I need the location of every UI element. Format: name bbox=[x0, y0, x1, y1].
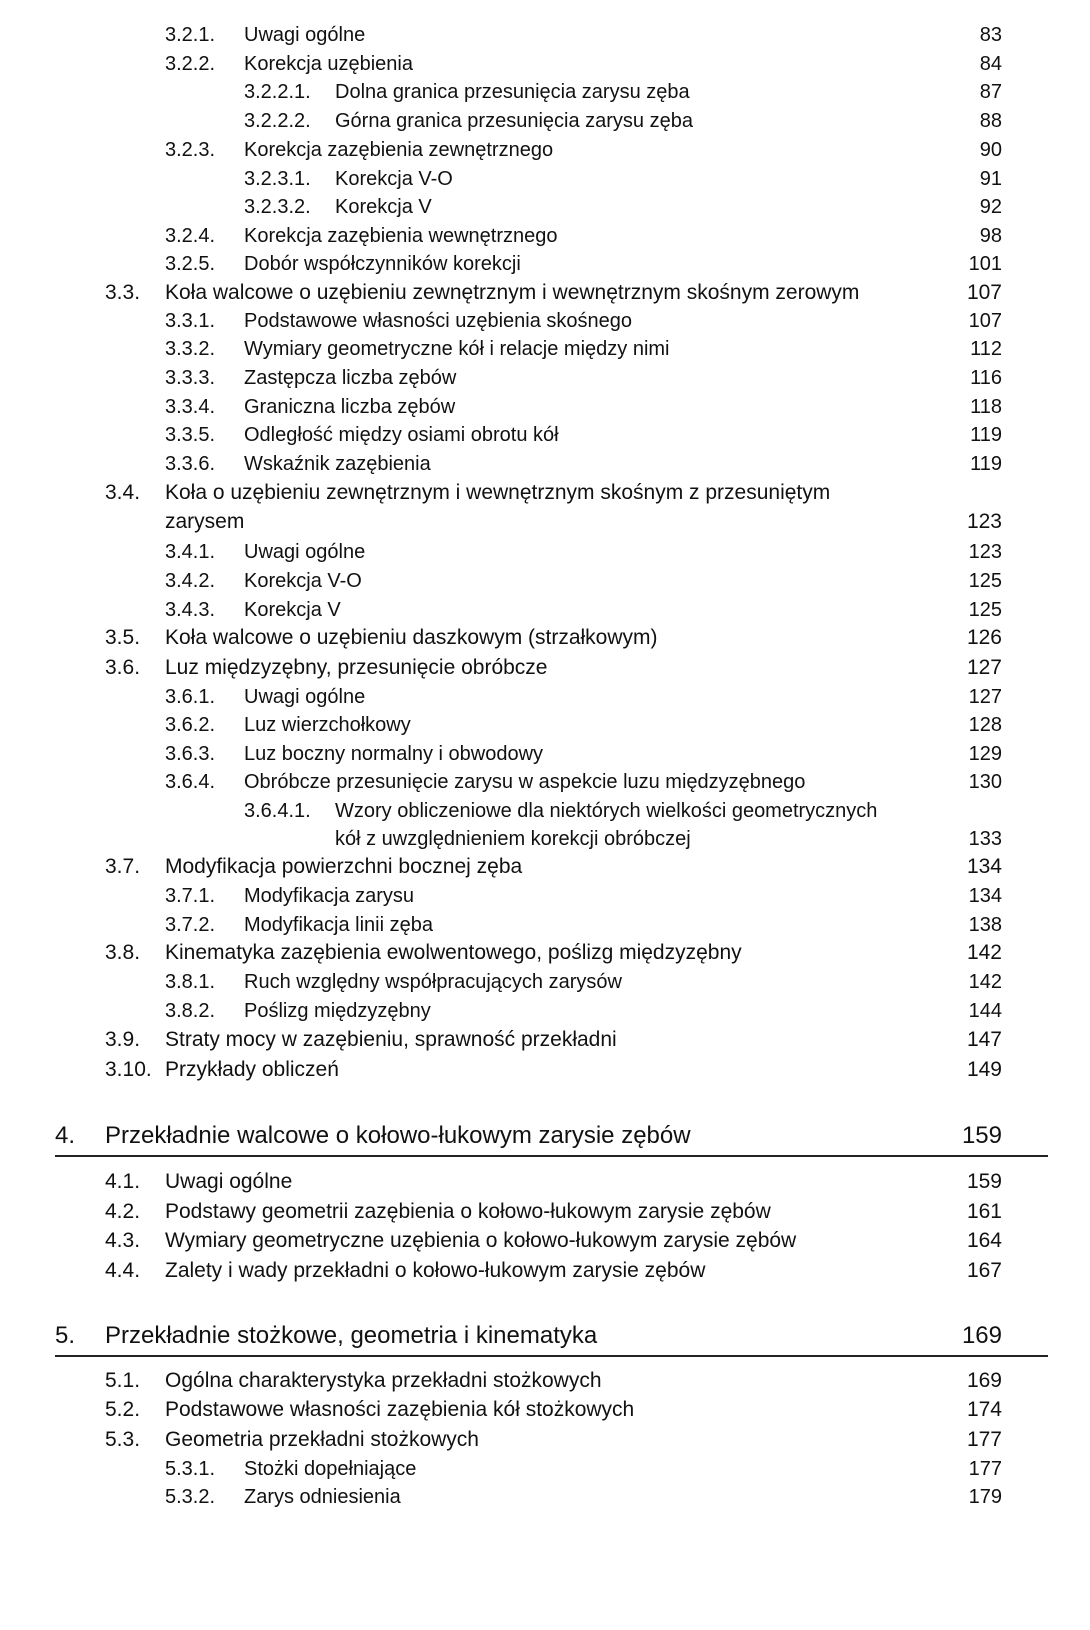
toc-entry-page: 126 bbox=[966, 626, 1002, 649]
toc-entry-page: 84 bbox=[979, 53, 1002, 75]
chapter-title: Przekładnie walcowe o kołowo-łukowym zarysie zębów bbox=[105, 1122, 691, 1149]
toc-entry-number: 3.6.4. bbox=[165, 771, 216, 793]
toc-entry-number: 3.6.1. bbox=[165, 686, 216, 708]
toc-entry-title: Górna granica przesunięcia zarysu zęba bbox=[335, 110, 693, 132]
chapter-number: 5. bbox=[55, 1322, 76, 1349]
toc-entry-page: 91 bbox=[979, 168, 1002, 190]
toc-entry-page: 133 bbox=[968, 828, 1002, 850]
toc-entry-page: 128 bbox=[968, 714, 1002, 736]
toc-entry-page: 127 bbox=[968, 686, 1002, 708]
toc-entry-number: 3.2.3.1. bbox=[244, 168, 311, 190]
toc-entry-title: Modyfikacja zarysu bbox=[244, 885, 415, 907]
toc-entry-title: Luz boczny normalny i obwodowy bbox=[244, 743, 544, 765]
toc-entry-title: Modyfikacja linii zęba bbox=[244, 914, 433, 936]
toc-entry-number: 3.6.3. bbox=[165, 743, 216, 765]
toc-entry-number: 3.6.2. bbox=[165, 714, 216, 736]
toc-entry-page: 125 bbox=[968, 570, 1002, 592]
toc-entry-number: 3.2.3. bbox=[165, 139, 216, 161]
toc-entry-page: 125 bbox=[968, 599, 1002, 621]
toc-entry-number: 3.7. bbox=[105, 855, 141, 878]
toc-entry-page: 101 bbox=[968, 253, 1002, 275]
toc-entry-number: 3.3. bbox=[105, 281, 141, 304]
toc-entry-number: 3.4. bbox=[105, 481, 141, 504]
chapter-page: 159 bbox=[961, 1122, 1002, 1149]
toc-entry-page: 164 bbox=[966, 1229, 1002, 1252]
toc-entry-page: 123 bbox=[968, 541, 1002, 563]
toc-entry-number: 3.3.3. bbox=[165, 367, 216, 389]
toc-entry-page: 169 bbox=[966, 1369, 1002, 1392]
toc-entry-page: 138 bbox=[968, 914, 1002, 936]
toc-entry-title: Korekcja V bbox=[244, 599, 341, 621]
toc-entry-number: 3.8. bbox=[105, 941, 141, 964]
toc-entry-title: Luz wierzchołkowy bbox=[244, 714, 411, 736]
toc-entry-title: Przykłady obliczeń bbox=[165, 1058, 339, 1081]
toc-entry-number: 3.4.1. bbox=[165, 541, 216, 563]
toc-entry-number: 5.2. bbox=[105, 1398, 141, 1421]
toc-entry-title: Zalety i wady przekładni o kołowo-łukowym zarysie zębów bbox=[165, 1259, 706, 1282]
toc-entry-title: Podstawy geometrii zazębienia o kołowo-łukowym zarysie zębów bbox=[165, 1200, 771, 1223]
toc-entry-page: 116 bbox=[970, 367, 1002, 389]
chapter-page: 169 bbox=[961, 1322, 1002, 1349]
toc-entry-title: Koła walcowe o uzębieniu zewnętrznym i wewnętrznym skośnym zerowym bbox=[165, 281, 860, 304]
toc-entry-title: Uwagi ogólne bbox=[244, 541, 366, 563]
toc-entry-title: Koła o uzębieniu zewnętrznym i wewnętrznym skośnym z przesuniętym bbox=[165, 481, 831, 504]
toc-entry-number: 3.10. bbox=[105, 1058, 152, 1081]
toc-entry-page: 174 bbox=[966, 1398, 1002, 1421]
toc-entry-title: kół z uwzględnieniem korekcji obróbczej bbox=[335, 828, 691, 850]
toc-entry-number: 3.5. bbox=[105, 626, 141, 649]
toc-entry-title: Uwagi ogólne bbox=[165, 1170, 293, 1193]
toc-entry-page: 119 bbox=[970, 424, 1002, 446]
toc-entry-title: Korekcja V-O bbox=[244, 570, 362, 592]
toc-entry-title: Dolna granica przesunięcia zarysu zęba bbox=[335, 81, 690, 103]
toc-entry-page: 147 bbox=[966, 1028, 1002, 1051]
toc-entry-page: 177 bbox=[966, 1428, 1002, 1451]
toc-entry-page: 142 bbox=[968, 971, 1002, 993]
toc-entry-title: Luz międzyzębny, przesunięcie obróbcze bbox=[165, 656, 548, 679]
toc-entry-number: 3.3.2. bbox=[165, 338, 216, 360]
toc-entry-number: 3.2.2. bbox=[165, 53, 216, 75]
toc-entry-number: 3.7.2. bbox=[165, 914, 216, 936]
toc-entry-page: 144 bbox=[968, 1000, 1002, 1022]
toc-entry-number: 5.3.1. bbox=[165, 1458, 216, 1480]
toc-entry-number: 3.8.1. bbox=[165, 971, 216, 993]
toc-entry-title: Zastępcza liczba zębów bbox=[244, 367, 457, 389]
toc-entry-page: 134 bbox=[968, 885, 1002, 907]
toc-entry-title: Podstawowe własności uzębienia skośnego bbox=[244, 310, 633, 332]
toc-entry-title: Uwagi ogólne bbox=[244, 24, 366, 46]
toc-entry-page: 177 bbox=[968, 1458, 1002, 1480]
toc-entry-page: 88 bbox=[979, 110, 1002, 132]
toc-entry-number: 3.4.3. bbox=[165, 599, 216, 621]
toc-entry-number: 3.7.1. bbox=[165, 885, 216, 907]
toc-entry-page: 118 bbox=[970, 396, 1002, 418]
toc-entry-page: 161 bbox=[966, 1200, 1002, 1223]
toc-entry-number: 4.3. bbox=[105, 1229, 141, 1252]
toc-entry-page: 134 bbox=[966, 855, 1002, 878]
toc-entry-page: 98 bbox=[979, 225, 1002, 247]
toc-entry-number: 4.4. bbox=[105, 1259, 141, 1282]
toc-entry-title: zarysem bbox=[165, 510, 245, 533]
toc-entry-title: Graniczna liczba zębów bbox=[244, 396, 456, 418]
toc-entry-title: Zarys odniesienia bbox=[244, 1486, 401, 1508]
toc-entry-number: 3.3.4. bbox=[165, 396, 216, 418]
toc-entry-title: Obróbcze przesunięcie zarysu w aspekcie luzu międzyzębnego bbox=[244, 771, 806, 793]
toc-entry-page: 107 bbox=[968, 310, 1002, 332]
toc-entry-number: 3.2.4. bbox=[165, 225, 216, 247]
toc-entry-number: 4.2. bbox=[105, 1200, 141, 1223]
toc-entry-page: 127 bbox=[966, 656, 1002, 679]
toc-entry-title: Wskaźnik zazębienia bbox=[244, 453, 431, 475]
toc-entry-title: Korekcja V bbox=[335, 196, 432, 218]
toc-entry-title: Podstawowe własności zazębienia kół stożkowych bbox=[165, 1398, 635, 1421]
toc-entry-number: 3.2.2.2. bbox=[244, 110, 311, 132]
toc-entry-title: Ruch względny współpracujących zarysów bbox=[244, 971, 622, 993]
toc-entry-page: 90 bbox=[979, 139, 1002, 161]
toc-entry-page: 123 bbox=[966, 510, 1002, 533]
toc-entry-title: Ogólna charakterystyka przekładni stożkowych bbox=[165, 1369, 602, 1392]
toc-entry-page: 129 bbox=[968, 743, 1002, 765]
toc-entry-page: 92 bbox=[979, 196, 1002, 218]
toc-entry-number: 5.1. bbox=[105, 1369, 141, 1392]
toc-entry-number: 4.1. bbox=[105, 1170, 141, 1193]
toc-entry-title: Korekcja zazębienia zewnętrznego bbox=[244, 139, 554, 161]
toc-entry-page: 179 bbox=[968, 1486, 1002, 1508]
toc-entry-title: Geometria przekładni stożkowych bbox=[165, 1428, 479, 1451]
toc-entry-number: 3.2.5. bbox=[165, 253, 216, 275]
toc-entry-title: Korekcja zazębienia wewnętrznego bbox=[244, 225, 558, 247]
toc-entry-title: Kinematyka zazębienia ewolwentowego, poślizg międzyzębny bbox=[165, 941, 742, 964]
toc-entry-title: Wymiary geometryczne uzębienia o kołowo-łukowym zarysie zębów bbox=[165, 1229, 797, 1252]
toc-entry-page: 149 bbox=[966, 1058, 1002, 1081]
chapter-divider bbox=[55, 1155, 1048, 1157]
toc-entry-page: 87 bbox=[979, 81, 1002, 103]
toc-entry-title: Koła walcowe o uzębieniu daszkowym (strzałkowym) bbox=[165, 626, 658, 649]
toc-entry-number: 3.6.4.1. bbox=[244, 800, 311, 822]
toc-entry-title: Wzory obliczeniowe dla niektórych wielkości geometrycznych bbox=[335, 800, 878, 822]
toc-entry-number: 3.9. bbox=[105, 1028, 141, 1051]
toc-entry-number: 3.3.6. bbox=[165, 453, 216, 475]
toc-entry-number: 3.3.5. bbox=[165, 424, 216, 446]
toc-entry-title: Korekcja V-O bbox=[335, 168, 453, 190]
toc-entry-number: 5.3. bbox=[105, 1428, 141, 1451]
toc-entry-number: 3.2.1. bbox=[165, 24, 216, 46]
toc-entry-page: 83 bbox=[979, 24, 1002, 46]
toc-entry-title: Dobór współczynników korekcji bbox=[244, 253, 521, 275]
toc-entry-page: 107 bbox=[966, 281, 1002, 304]
chapter-number: 4. bbox=[55, 1122, 76, 1149]
toc-entry-number: 3.2.3.2. bbox=[244, 196, 311, 218]
toc-entry-page: 119 bbox=[970, 453, 1002, 475]
toc-entry-number: 3.6. bbox=[105, 656, 141, 679]
toc-entry-page: 130 bbox=[968, 771, 1002, 793]
toc-entry-page: 167 bbox=[966, 1259, 1002, 1282]
toc-entry-title: Stożki dopełniające bbox=[244, 1458, 417, 1480]
toc-entry-number: 3.3.1. bbox=[165, 310, 216, 332]
toc-entry-title: Wymiary geometryczne kół i relacje między nimi bbox=[244, 338, 670, 360]
toc-entry-title: Straty mocy w zazębieniu, sprawność przekładni bbox=[165, 1028, 617, 1051]
toc-entry-title: Modyfikacja powierzchni bocznej zęba bbox=[165, 855, 523, 878]
toc-entry-number: 5.3.2. bbox=[165, 1486, 216, 1508]
chapter-title: Przekładnie stożkowe, geometria i kinematyka bbox=[105, 1322, 598, 1349]
toc-entry-page: 142 bbox=[966, 941, 1002, 964]
toc-entry-number: 3.8.2. bbox=[165, 1000, 216, 1022]
toc-entry-number: 3.2.2.1. bbox=[244, 81, 311, 103]
toc-entry-page: 112 bbox=[970, 338, 1002, 360]
toc-entry-title: Poślizg międzyzębny bbox=[244, 1000, 431, 1022]
toc-entry-title: Korekcja uzębienia bbox=[244, 53, 413, 75]
toc-entry-title: Odległość między osiami obrotu kół bbox=[244, 424, 559, 446]
toc-entry-number: 3.4.2. bbox=[165, 570, 216, 592]
toc-entry-title: Uwagi ogólne bbox=[244, 686, 366, 708]
toc-entry-page: 159 bbox=[966, 1170, 1002, 1193]
chapter-divider bbox=[55, 1355, 1048, 1357]
